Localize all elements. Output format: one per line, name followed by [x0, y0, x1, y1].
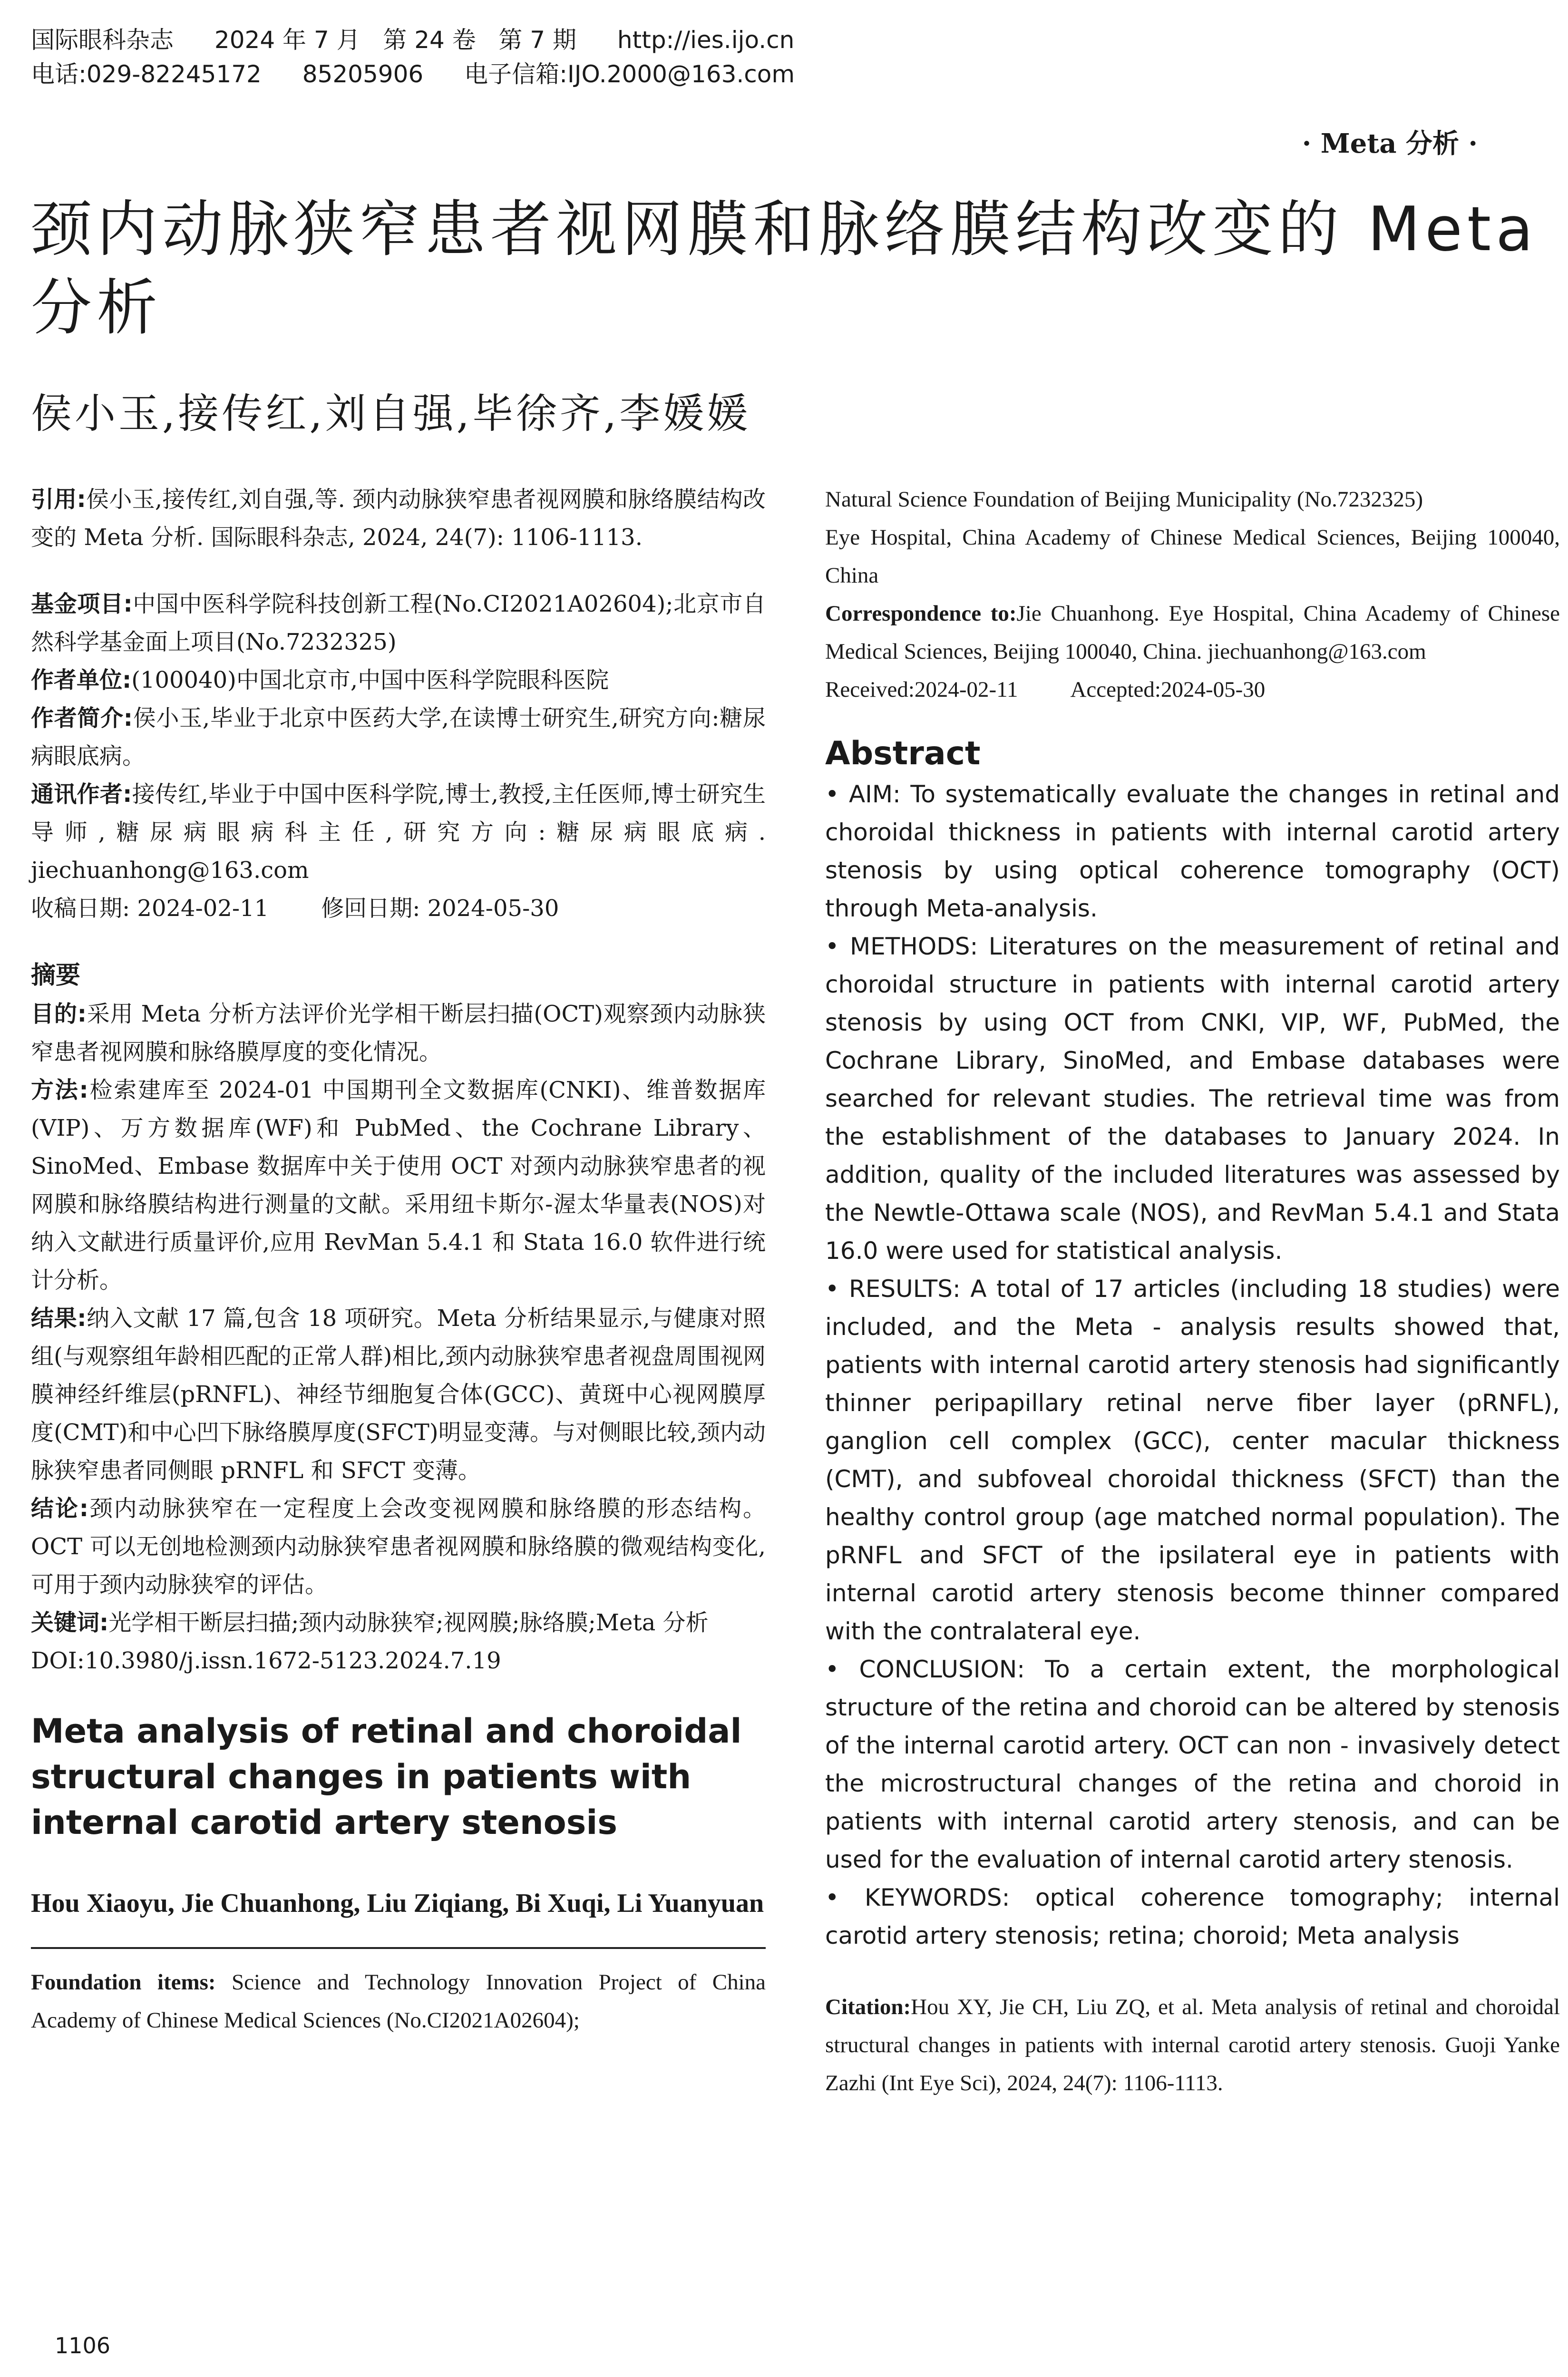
affiliation-en: Eye Hospital, China Academy of Chinese Medical Sciences, Beijing 100040, China [825, 525, 1560, 588]
abstract-results: • RESULTS: A total of 17 articles (including 18 studies) were included, and the Meta - analysis results showed that, patients with internal carotid artery stenosis had significantly thinner peripapillary retinal nerve fiber layer (pRNFL), ganglion cell complex (GCC), center macular thickness (CMT), and subfoveal choroidal thickness (SFCT) than the healthy control group (age matched normal population). The pRNFL and SFCT of the ipsilateral eye in patients with internal carotid artery stenosis become thinner compared with the contralateral eye. [825, 1275, 1560, 1645]
abstract-methods-cn: 方法:检索建库至 2024-01 中国期刊全文数据库(CNKI)、维普数据库(VIP)、万方数据库(WF)和 PubMed、the Cochrane Library、SinoMed、Embase 数据库中关于使用 OCT 对颈内动脉狭窄患者的视网膜和脉络膜结构进行测量的文献。采用纽卡斯尔-渥太华量表(NOS)对纳入文献进行质量评价,应用 RevMan 5.4.1 和 Stata 16.0 软件进行统计分析。 [31, 1077, 766, 1294]
abstract-results-cn: 结果:纳入文献 17 篇,包含 18 项研究。Meta 分析结果显示,与健康对照组(与观察组年龄相匹配的正常人群)相比,颈内动脉狭窄患者视盘周围视网膜神经纤维层(pRNFL)、神经节细胞复合体(GCC)、黄斑中心视网膜厚度(CMT)和中心凹下脉络膜厚度(SFCT)明显变薄。与对侧眼比较,颈内动脉狭窄患者同侧眼 pRNFL 和 SFCT 变薄。 [31, 1305, 766, 1484]
foundation-continued: Natural Science Foundation of Beijing Municipality (No.7232325) [825, 487, 1423, 512]
abstract-heading-cn: 摘要 [31, 961, 81, 990]
journal-url[interactable]: http://ies.ijo.cn [617, 26, 795, 54]
author-unit: 作者单位:(100040)中国北京市,中国中医科学院眼科医院 [31, 667, 609, 693]
abstract-conclusion: • CONCLUSION: To a certain extent, the morphological structure of the retina and choroid can be altered by stenosis of the internal carotid artery. OCT can non - invasively detect the microstructural changes of the retina and choroid in patients with internal carotid artery stenosis, and can be used for the evaluation of internal carotid artery stenosis. [825, 1656, 1560, 1873]
english-title: Meta analysis of retinal and choroidal structural changes in patients with internal carotid artery stenosis [31, 1712, 742, 1842]
phone-2: 85205906 [302, 60, 424, 88]
keywords-cn: 关键词:光学相干断层扫描;颈内动脉狭窄;视网膜;脉络膜;Meta 分析 [31, 1609, 709, 1636]
journal-name: 国际眼科杂志 [31, 26, 174, 54]
dates-cn: 收稿日期: 2024-02-11 修回日期: 2024-05-30 [31, 895, 559, 922]
divider [31, 1947, 766, 1949]
english-authors: Hou Xiaoyu, Jie Chuanhong, Liu Ziqiang, Bi Xuqi, Li Yuanyuan [31, 1889, 764, 1918]
fund-items: 基金项目:中国中医科学院科技创新工程(No.CI2021A02604);北京市自然科学基金面上项目(No.7232325) [31, 591, 766, 655]
abstract-aim: • AIM: To systematically evaluate the changes in retinal and choroidal thickness in patients with internal carotid artery stenosis by using optical coherence tomography (OCT) through Meta-analysis. [825, 780, 1560, 922]
doi[interactable]: DOI:10.3980/j.issn.1672-5123.2024.7.19 [31, 1647, 501, 1674]
author-bio: 作者简介:侯小玉,毕业于北京中医药大学,在读博士研究生,研究方向:糖尿病眼底病。 [31, 705, 766, 770]
dates-en: Received:2024-02-11 Accepted:2024-05-30 [825, 677, 1266, 702]
foundation-items-en: Foundation items: Science and Technology Innovation Project of China Academy of Chinese Medical Sciences (No.CI2021A02604); [31, 1970, 766, 2033]
abstract-title: Abstract [825, 735, 981, 772]
page-number: 1106 [55, 2333, 111, 2358]
abstract-methods: • METHODS: Literatures on the measurement of retinal and choroidal structure in patients with internal carotid artery stenosis by using OCT from CNKI, VIP, WF, PubMed, the Cochrane Library, SinoMed, and Embase databases were searched for relevant studies. The retrieval time was from the establishment of the databases to January 2024. In addition, quality of the included literatures was assessed by the Newtle-Ottawa scale (NOS), and RevMan 5.4.1 and Stata 16.0 were used for statistical analysis. [825, 933, 1560, 1265]
corresponding-author: 通讯作者:接传红,毕业于中国中医科学院,博士,教授,主任医师,博士研究生导师,糖尿病眼病科主任,研究方向:糖尿病眼底病. jiechuanhong@163.com [31, 781, 766, 884]
left-column [31, 480, 766, 2039]
phone: 电话:029-82245172 [31, 60, 262, 88]
issue-info: 2024 年 7 月 第 24 卷 第 7 期 [214, 26, 577, 54]
abstract-keywords: • KEYWORDS: optical coherence tomography; internal carotid artery stenosis; retina; choroid; Meta analysis [825, 1884, 1560, 1949]
abstract-conclusion-cn: 结论:颈内动脉狭窄在一定程度上会改变视网膜和脉络膜的形态结构。OCT 可以无创地检测颈内动脉狭窄患者视网膜和脉络膜的微观结构变化,可用于颈内动脉狭窄的评估。 [31, 1495, 766, 1598]
section-label: · Meta 分析 · [1302, 128, 1478, 159]
journal-header [31, 23, 935, 91]
right-column [825, 480, 1560, 2102]
authors-cn: 侯小玉,接传红,刘自强,毕徐齐,李媛媛 [31, 390, 751, 438]
page-title: 颈内动脉狭窄患者视网膜和脉络膜结构改变的 Meta 分析 [31, 194, 1538, 343]
abstract-aim-cn: 目的:采用 Meta 分析方法评价光学相干断层扫描(OCT)观察颈内动脉狭窄患者视网膜和脉络膜厚度的变化情况。 [31, 1001, 766, 1065]
citation-en: Citation:Hou XY, Jie CH, Liu ZQ, et al. Meta analysis of retinal and choroidal structural changes in patients with internal carotid artery stenosis. Guoji Yanke Zazhi (Int Eye Sci), 2024, 24(7): 1106-1113. [825, 1995, 1560, 2095]
correspondence-en: Correspondence to:Jie Chuanhong. Eye Hospital, China Academy of Chinese Medical Sciences, Beijing 100040, China. jiechuanhong@163.com [825, 601, 1560, 664]
email[interactable]: 电子信箱:IJO.2000@163.com [464, 60, 795, 88]
citation-cn: 引用:侯小玉,接传红,刘自强,等. 颈内动脉狭窄患者视网膜和脉络膜结构改变的 Meta 分析. 国际眼科杂志, 2024, 24(7): 1106-1113. [31, 486, 766, 551]
